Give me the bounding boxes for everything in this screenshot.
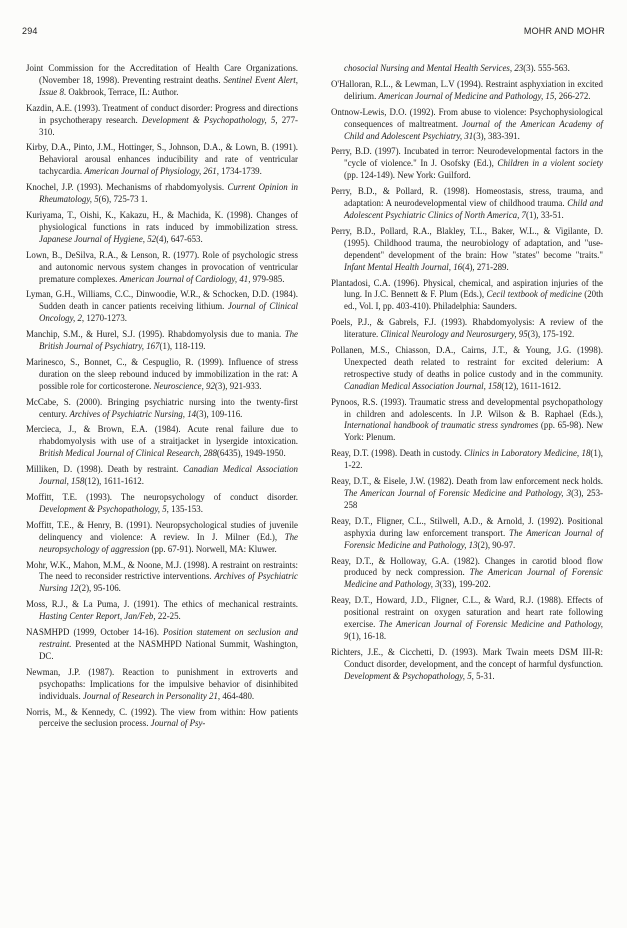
reference-text: Mohr, W.K., Mahon, M.M., & Noone, M.J. (1998). A restraint on restraints: The need to reconsider restrictive interventions. [26, 559, 298, 582]
reference-text: Reay, D.T., & Eisele, J.W. (1982). Death from law enforcement neck holds. [331, 476, 603, 487]
reference-entry [26, 357, 298, 393]
reference-source-italic: Development & Psychopathology, 5 [39, 503, 167, 514]
reference-tail: (1), 118-119. [159, 341, 206, 352]
reference-source-italic: Clinical Neurology and Neurosurgery, 95 [380, 329, 528, 340]
reference-entry [331, 516, 603, 552]
reference-tail: (pp. 67-91). Norwell, MA: Kluwer. [149, 543, 277, 554]
reference-tail: (3), 175-192. [527, 329, 575, 340]
reference-text: Joint Commission for the Accreditation of Health Care Organizations. (November 18, 1998). Preventing restraint deaths. [26, 63, 298, 85]
reference-source-italic: Cecil textbook of medicine [486, 289, 582, 300]
reference-text: Kuriyama, T., Oishi, K., Kakazu, H., & Machida, K. (1998). Changes of physiological functions in rats induced by immobilization stress. [26, 209, 298, 232]
reference-source-italic: Position statement on seclusion and restraint. [39, 627, 298, 649]
reference-text: NASMHPD (1999, October 14-16). [26, 627, 163, 638]
reference-entry [26, 599, 298, 623]
reference-source-italic: Clinics in Laboratory Medicine, 18 [464, 448, 591, 459]
reference-entry [26, 63, 298, 99]
reference-text: O'Halloran, R.L., & Lewman, L.V (1994). Restraint asphyxiation in excited delirium. [331, 78, 603, 101]
reference-text: Perry, B.D., Pollard, R.A., Blakley, T.L., Baker, W.L., & Vigilante, D. (1995). Childhood trauma, the neurobiology of adaptation, and "use-dependent" development of the brain: How "states" become "traits." [331, 225, 603, 260]
reference-source-italic: The American Journal of Forensic Medicine and Pathology, 3 [344, 567, 603, 590]
reference-source-italic: The American Journal of Forensic Medicine and Pathology, 13 [344, 527, 603, 550]
reference-tail: (1), 33-51. [526, 209, 564, 220]
reference-text: Reay, D.T. (1998). Death in custody. [331, 448, 465, 459]
reference-tail: , 5-31. [471, 670, 495, 681]
reference-text: Richters, J.E., & Cicchetti, D. (1993). Mark Twain meets DSM III-R: Conduct disorder, development, and the concept of harmful dysfunction. [331, 646, 603, 669]
reference-source-italic: Journal of the American Academy of Child and Adolescent Psychiatry, 31 [344, 118, 603, 141]
reference-entry [26, 289, 298, 325]
reference-tail: , 1270-1273. [81, 313, 128, 324]
reference-text: Poels, P.J., & Gabrels, F.J. (1993). Rhabdomyolysis: A review of the literature. [331, 317, 603, 340]
reference-entry [331, 79, 603, 103]
reference-entry [331, 345, 603, 393]
reference-source-italic: Infant Mental Health Journal, 16 [344, 261, 463, 272]
reference-source-italic: Current Opinion in Rheumatology, 5 [39, 182, 298, 205]
reference-entry [26, 492, 298, 516]
reference-tail: (pp. 65-98). New York: Plenum. [344, 420, 603, 443]
reference-tail: , 1734-1739. [216, 166, 262, 177]
reference-tail: (2), 95-106. [78, 583, 121, 594]
reference-source-italic: Journal of Clinical Oncology, 2 [39, 301, 298, 324]
reference-source-italic: The neuropsychology of aggression [39, 531, 298, 554]
reference-source-italic: Canadian Medical Association Journal, 158 [344, 380, 502, 391]
references-left-column [26, 63, 298, 734]
reference-entry [26, 210, 298, 246]
reference-entry [331, 647, 603, 683]
reference-entry [26, 707, 298, 731]
reference-tail: (1), 1-22. [344, 448, 603, 471]
reference-tail: , 277-310. [39, 114, 298, 137]
reference-text: Reay, D.T., Fligner, C.L., Stilwell, A.D., & Arnold, J. (1992). Positional asphyxia during law enforcement transport. [331, 515, 603, 538]
reference-text: Manchip, S.M., & Hurel, S.J. (1995). Rhabdomyolysis due to mania. [26, 329, 285, 340]
reference-entry [331, 397, 603, 445]
reference-source-italic: Development & Psychopathology, 5 [344, 670, 472, 681]
reference-source-italic: The American Journal of Forensic Medicine and Pathology, 3 [344, 488, 572, 498]
reference-text: McCabe, S. (2000). Bringing psychiatric nursing into the twenty-first century. [26, 396, 298, 419]
reference-text: Mercieca, J., & Brown, E.A. (1984). Acute renal failure due to rhabdomyolysis with use of a straitjacket in lysergide intoxication. [26, 424, 298, 447]
reference-entry [331, 107, 603, 143]
reference-source-italic: British Medical Journal of Clinical Research, 288 [39, 448, 217, 459]
reference-tail: (2), 90-97. [477, 539, 516, 550]
reference-tail: (3), 253-258 [344, 488, 603, 510]
reference-source-italic: Japanese Journal of Hygiene, 52 [39, 233, 157, 244]
reference-entry [331, 63, 603, 75]
reference-tail: (4), 647-653. [156, 233, 203, 244]
reference-source-italic: Neuroscience, 92 [153, 380, 215, 391]
reference-entry [331, 146, 603, 182]
reference-source-italic: American Journal of Cardiology, 41 [119, 273, 249, 284]
reference-text: Moss, R.J., & La Puma, J. (1991). The ethics of mechanical restraints. [26, 599, 298, 610]
reference-source-italic: Canadian Medical Association Journal, 158 [39, 464, 298, 487]
reference-text: Knochel, J.P. (1993). Mechanisms of rhabdomyolysis. [26, 182, 228, 193]
reference-entry [26, 182, 298, 206]
reference-entry [26, 397, 298, 421]
reference-text: Marinesco, S., Bonnet, C., & Cespuglio, R. (1999). Influence of stress duration on the sleep rebound induced by immobilization in the rat: A possible role for corticosterone. [26, 356, 298, 391]
references-right-column [331, 63, 603, 687]
reference-tail: (12), 1611-1612. [501, 380, 561, 391]
reference-tail: (3). 555-563. [523, 63, 570, 73]
reference-entry [26, 464, 298, 488]
reference-text: Kazdin, A.E. (1993). Treatment of conduct disorder: Progress and directions in psychotherapy research. [26, 102, 298, 125]
reference-source-italic: Development & Psychopathology, 5 [141, 114, 276, 125]
reference-tail: (1), 16-18. [348, 630, 387, 641]
reference-tail: (3), 109-116. [196, 408, 243, 419]
reference-tail: , 266-272. [554, 90, 591, 101]
reference-text: Perry, B.D., & Pollard, R. (1998). Homeostasis, stress, trauma, and adaptation: A neurodevelopmental view of childhood trauma. [331, 186, 603, 209]
page-header [22, 26, 605, 40]
reference-text: Moffitt, T.E., & Henry, B. (1991). Neuropsychological studies of juvenile delinquency and violence: A review. In J. Milner (Ed.), [26, 519, 298, 542]
reference-source-italic: Hasting Center Report, Jan/Feb [39, 611, 154, 622]
reference-source-italic: Child and Adolescent Psychiatric Clinics of North America, 7 [344, 198, 603, 220]
reference-text: Lown, B., DeSilva, R.A., & Lenson, R. (1977). Role of psychologic stress and autonomic nervous system changes in provocation of ventricular premature complexes. [26, 249, 298, 284]
reference-entry [26, 329, 298, 353]
reference-source-italic: International handbook of traumatic stress syndromes [344, 420, 539, 431]
reference-entry [26, 142, 298, 178]
reference-entry [26, 250, 298, 286]
reference-source-italic: Journal of Psy- [150, 718, 206, 729]
reference-source-italic: American Journal of Medicine and Pathology, 15 [378, 90, 555, 101]
reference-text: Pollanen, M.S., Chiasson, D.A., Cairns, J.T., & Young, J.G. (1998). Unexpected death related to restraint for excited delerium: A retrospective study of deaths in police custody and in the community. [331, 345, 603, 379]
reference-tail: , 464-480. [217, 690, 255, 701]
reference-source-italic: The British Journal of Psychiatry, 167 [39, 329, 298, 352]
reference-tail: (33), 199-202. [439, 579, 491, 590]
reference-entry [26, 520, 298, 556]
reference-text: Norris, M., & Kennedy, C. (1992). The view from within: How patients perceive the seclusion process. [26, 706, 298, 729]
reference-entry [26, 560, 298, 596]
reference-text: Pynoos, R.S. (1993). Traumatic stress and developmental psychopathology in children and adolescents. In J.P. Wilson & B. Raphael (Eds.), [331, 396, 603, 419]
reference-tail: , 979-985. [248, 273, 285, 284]
reference-text: Reay, D.T., & Holloway, G.A. (1982). Changes in carotid blood flow produced by neck compression. [331, 555, 603, 578]
reference-tail: (3), 921-933. [214, 380, 262, 391]
reference-entry [331, 595, 603, 643]
reference-entry [331, 448, 603, 472]
reference-tail: (pp. 124-149). New York: Guilford. [344, 170, 471, 181]
running-head: MOHR AND MOHR [523, 26, 605, 36]
reference-tail: Presented at the NASMHPD National Summit, Washington, DC. [39, 638, 298, 661]
reference-text: Newman, J.P. (1987). Reaction to punishment in extroverts and psychopaths: Implications for the impulsive behavior of disinhibited individuals. [26, 666, 298, 701]
reference-text: Perry, B.D. (1997). Incubated in terror: Neurodevelopmental factors in the "cycle of violence." In J. Osofsky (Ed.), [331, 146, 603, 169]
reference-tail: (3), 383-391. [473, 130, 520, 141]
reference-source-italic: The American Journal of Forensic Medicine and Pathology, 9 [344, 619, 603, 641]
reference-tail: , 135-153. [166, 503, 203, 514]
reference-tail: (4), 271-289. [462, 261, 509, 272]
reference-entry [26, 103, 298, 139]
reference-entry [331, 317, 603, 341]
reference-entry [331, 476, 603, 512]
reference-text: Lyman, G.H., Williams, C.C., Dinwoodie, W.R., & Schocken, D.D. (1984). Sudden death in cancer patients receiving lithium. [26, 289, 298, 312]
page-number: 294 [22, 26, 38, 36]
reference-text: Moffitt, T.E. (1993). The neuropsychology of conduct disorder. [26, 492, 298, 502]
reference-source-italic: Sentinel Event Alert, Issue 8 [39, 74, 298, 97]
reference-source-italic: Archives of Psychiatric Nursing, 14 [69, 408, 197, 419]
reference-text: Kirby, D.A., Pinto, J.M., Hottinger, S., Johnson, D.A., & Lown, B. (1991). Behavioral arousal enhances inducibility and rate of ventricular tachycardia. [26, 142, 298, 177]
reference-source-italic: Journal of Research in Personality 21 [82, 690, 218, 701]
reference-entry [331, 226, 603, 274]
reference-text: Milliken, D. (1998). Death by restraint. [26, 464, 184, 475]
reference-source-italic: American Journal of Physiology, 261 [84, 166, 217, 177]
reference-text: Ontnow-Lewis, D.O. (1992). From abuse to violence: Psychophysiological consequences of maltreatment. [331, 106, 603, 129]
reference-tail: . Oakbrook, Terrace, IL: Author. [63, 86, 179, 97]
reference-tail: (6435), 1949-1950. [216, 448, 286, 459]
reference-entry [26, 627, 298, 663]
reference-source-italic: Archives of Psychiatric Nursing 12 [39, 571, 298, 594]
reference-source-italic: chosocial Nursing and Mental Health Services, 23 [344, 63, 524, 73]
reference-text: Reay, D.T., Howard, J.D., Fligner, C.L., & Ward, R.J. (1988). Effects of positional restraint on oxygen saturation and heart rate following exercise. [331, 595, 603, 630]
reference-entry [26, 667, 298, 703]
reference-entry [331, 186, 603, 222]
reference-entry [331, 556, 603, 592]
reference-source-italic: Children in a violent society [497, 158, 603, 169]
reference-tail: (12), 1611-1612. [84, 476, 144, 487]
reference-tail: (20th ed., Vol. I, pp. 403-410). Philadelphia: Saunders. [344, 289, 604, 312]
reference-entry [26, 424, 298, 460]
reference-text: Plantadosi, C.A. (1996). Physical, chemical, and aspiration injuries of the lung. In J.C. Bennett & F. Plum (Eds.), [331, 277, 603, 300]
reference-tail: (6), 725-73 1. [98, 194, 148, 205]
reference-entry [331, 278, 603, 314]
reference-tail: , 22-25. [153, 611, 181, 622]
